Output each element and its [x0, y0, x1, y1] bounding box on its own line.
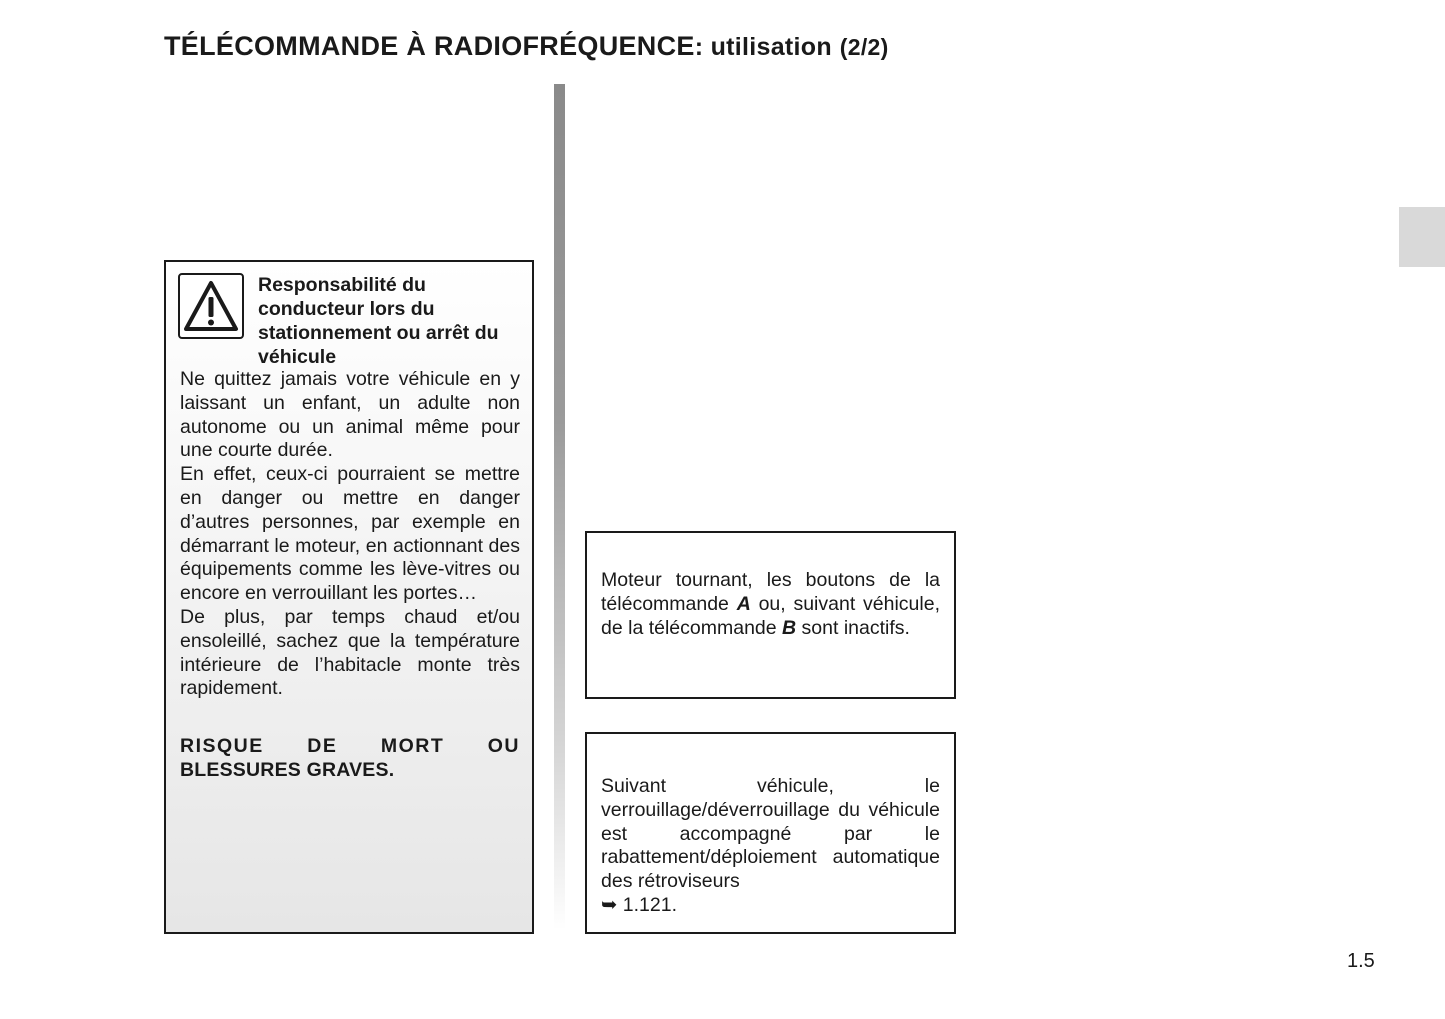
note-text: Moteur tournant, les boutons de la télécommande A ou, suivant véhicule, de la télécommande B sont inactifs.: [601, 569, 940, 639]
note-text: Suivant véhicule, le verrouillage/déverrouillage du véhicule est accompagné par le rabattement/déploiement automatique des rétroviseurs ➥ 1.121.: [601, 775, 940, 916]
title-part: (2/2): [839, 34, 889, 60]
label-a: A: [736, 592, 751, 615]
label-b: B: [782, 616, 797, 639]
warning-paragraph: En effet, ceux-ci pourraient se mettre en danger ou mettre en danger d’autres personnes, par exemple en démarrant le moteur, en actionnant des équipements comme les lève-vitres ou encore en verrouillant les portes…: [180, 463, 520, 605]
warning-paragraph: De plus, par temps chaud et/ou ensoleillé, sachez que la température intérieure de l’habitacle monte très rapidement.: [180, 605, 520, 700]
column-divider: [554, 84, 565, 930]
note-box-remote-inactive: [585, 531, 956, 699]
risk-word: RISQUE: [180, 735, 264, 757]
arrow-icon: ➥: [601, 893, 618, 916]
page-number: 1.5: [1347, 950, 1375, 972]
risk-word: OU: [487, 735, 520, 757]
risk-word: MORT: [380, 735, 445, 757]
warning-box: [164, 260, 534, 934]
warning-heading: Responsabilité du conducteur lors du stationnement ou arrêt du véhicule: [258, 274, 499, 368]
warning-risk: [180, 734, 520, 782]
page-reference: 1.121.: [622, 893, 677, 916]
risk-word: DE: [307, 735, 338, 757]
page-title: [164, 31, 889, 62]
warning-triangle-icon: [178, 273, 244, 339]
section-tab: [1399, 207, 1445, 267]
note-box-mirrors: [585, 732, 956, 934]
title-main: TÉLÉCOMMANDE À RADIOFRÉQUENCE: [164, 31, 695, 61]
title-subtitle: : utilisation: [694, 33, 832, 61]
warning-body: [180, 368, 520, 701]
risk-line-2: BLESSURES GRAVES.: [180, 759, 395, 781]
warning-paragraph: Ne quittez jamais votre véhicule en y laissant un enfant, un adulte non autonome ou un animal même pour une courte durée.: [180, 368, 520, 462]
